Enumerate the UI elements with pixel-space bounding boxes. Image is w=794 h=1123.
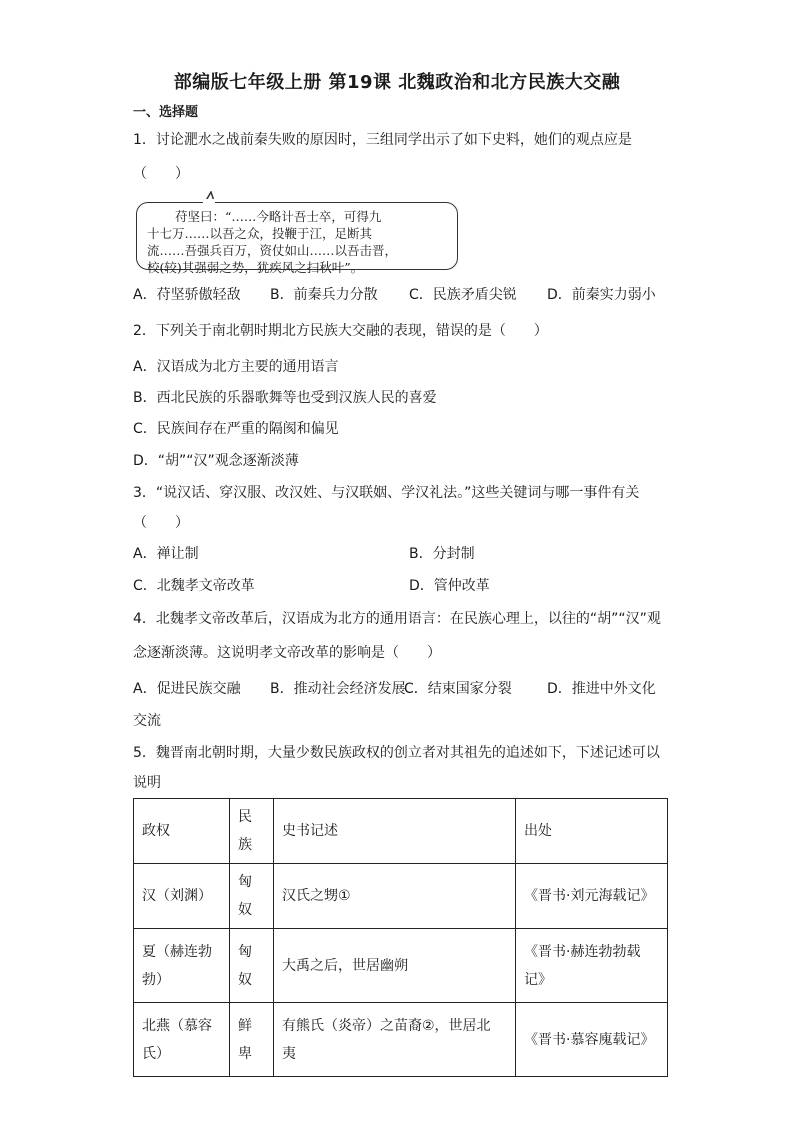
table-cell-regime [134, 1003, 230, 1077]
q2-option-c[interactable]: C．民族间存在严重的隔阂和偏见 [133, 421, 339, 437]
q4-option-d[interactable]: D．推进中外文化 [547, 681, 656, 697]
section-heading: 一、选择题 [133, 105, 199, 120]
q2-option-d[interactable]: D．“胡”“汉”观念逐渐淡薄 [133, 453, 299, 469]
page-title: 部编版七年级上册 第19课 北魏政治和北方民族大交融 [173, 72, 621, 93]
q5-stem-line2: 说明 [133, 775, 161, 791]
table-header-cell: 史书记述 [274, 799, 516, 864]
quote-line: 苻坚曰：“……今略计吾士卒，可得九 [175, 209, 382, 224]
regime-line: 北燕（慕容 [142, 1017, 212, 1034]
q4-stem-line2: 念逐渐淡薄。这说明孝文帝改革的影响是（ ） [133, 645, 441, 661]
table-cell-source: 《晋书·刘元海载记》 [516, 864, 668, 929]
table-row [134, 864, 668, 929]
table-cell-ethnic: 匈奴 [230, 929, 274, 1003]
q1-option-a[interactable]: A．苻坚骄傲轻敌 [133, 287, 241, 303]
q4-option-b[interactable]: B．推动社会经济发展 [270, 681, 406, 697]
q1-quote-box [136, 202, 458, 275]
table-header-cell: 民族 [230, 799, 274, 864]
q4-option-a[interactable]: A．促进民族交融 [133, 681, 241, 697]
q5-stem-line1: 5．魏晋南北朝时期，大量少数民族政权的创立者对其祖先的追述如下，下述记述可以 [133, 745, 660, 761]
q2-option-b[interactable]: B．西北民族的乐器歌舞等也受到汉族人民的喜爱 [133, 390, 437, 406]
regime-line: 氏） [142, 1045, 170, 1062]
table-cell-source [516, 929, 668, 1003]
table-cell-ethnic: 匈奴 [230, 864, 274, 929]
q2-stem: 2．下列关于南北朝时期北方民族大交融的表现，错误的是（ ） [133, 323, 548, 339]
record-line: 有熊氏（炎帝）之苗裔②，世居北 [282, 1017, 491, 1034]
q2-option-a[interactable]: A．汉语成为北方主要的通用语言 [133, 359, 339, 375]
source-line: 《晋书·赫连勃勃载 [524, 943, 641, 960]
table-row [134, 929, 668, 1003]
q3-option-b[interactable]: B．分封制 [409, 546, 475, 562]
record-line: 夷 [282, 1045, 296, 1062]
regime-line: 夏（赫连勃 [142, 943, 212, 960]
record-text: 汉氏之甥① [282, 888, 351, 904]
q1-stem: 1．讨论淝水之战前秦失败的原因时，三组同学出示了如下史料，她们的观点应是 [133, 132, 632, 148]
regime-line: 勃） [142, 971, 170, 988]
bubble-tail-mask [203, 199, 215, 203]
quote-line: 流……吾强兵百万，资仗如山……以吾击晋， [147, 243, 398, 258]
q3-stem: 3．“说汉话、穿汉服、改汉姓、与汉联姻、学汉礼法。”这些关键词与哪一事件有关 [133, 485, 640, 501]
table-cell-source: 《晋书·慕容廆载记》 [516, 1003, 668, 1077]
q4-option-d-wrap: 交流 [133, 713, 161, 729]
q3-answer-paren: （ ） [133, 515, 189, 531]
table-cell-regime: 汉（刘渊） [134, 864, 230, 929]
table-row [134, 1003, 668, 1077]
q1-option-d[interactable]: D．前秦实力弱小 [547, 287, 656, 303]
table-cell-record [274, 864, 516, 929]
q1-option-b[interactable]: B．前秦兵力分散 [270, 287, 378, 303]
table-cell-record: 大禹之后，世居幽朔 [274, 929, 516, 1003]
quote-line: 校(较)其强弱之势，犹疾风之扫秋叶”。 [147, 260, 364, 275]
q5-history-table [133, 798, 668, 1077]
q3-option-d[interactable]: D．管仲改革 [409, 578, 490, 594]
q1-answer-paren: （ ） [133, 166, 189, 182]
table-cell-regime [134, 929, 230, 1003]
source-line: 记》 [524, 971, 552, 988]
q4-option-c[interactable]: C．结束国家分裂 [404, 681, 512, 697]
table-cell-record [274, 1003, 516, 1077]
table-cell-ethnic: 鲜卑 [230, 1003, 274, 1077]
table-header-cell: 政权 [134, 799, 230, 864]
table-header-cell: 出处 [516, 799, 668, 864]
table-header-row [134, 799, 668, 864]
q3-option-c[interactable]: C．北魏孝文帝改革 [133, 578, 255, 594]
q3-option-a[interactable]: A．禅让制 [133, 546, 199, 562]
q4-stem-line1: 4．北魏孝文帝改革后，汉语成为北方的通用语言：在民族心理上，以往的“胡”“汉”观 [133, 611, 661, 627]
quote-line: 十七万……以吾之众，投鞭于江，足断其 [147, 226, 373, 241]
q1-option-c[interactable]: C．民族矛盾尖锐 [409, 287, 517, 303]
